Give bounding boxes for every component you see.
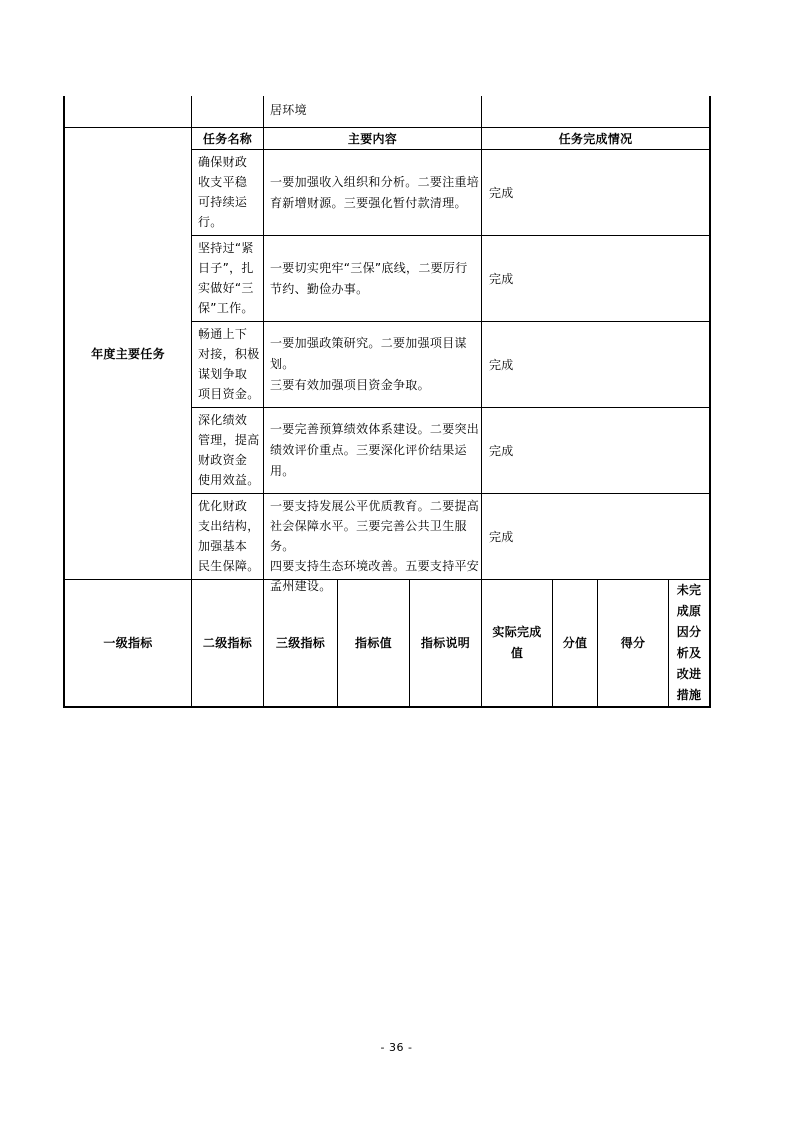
header-indicator-value: 指标值 <box>355 636 392 650</box>
header-level3-indicator: 三级指标 <box>275 636 326 650</box>
header-unfinished-reason: 未完 成原 因分 析及 改进 措施 <box>676 583 702 702</box>
header-score: 得分 <box>620 636 646 650</box>
task-content-cell: 一要切实兜牢“三保”底线，二要厉行 节约、勤俭办事。 <box>270 260 468 296</box>
header-task-name: 任务名称 <box>202 131 253 146</box>
task-content-cell: 一要加强收入组织和分析。二要注重培 育新增财源。三要强化暂付款清理。 <box>270 174 480 210</box>
header-level2-indicator: 二级指标 <box>202 636 253 650</box>
h-line-row4-bottom <box>191 493 711 494</box>
page-number: - 36 - <box>380 1041 413 1054</box>
content-continuation-text: 居环境 <box>270 103 307 117</box>
task-name-cell: 畅通上下 对接，积极 谋划争取 项目资金。 <box>198 327 260 401</box>
header-score-value: 分值 <box>562 636 588 650</box>
task-status-cell: 完成 <box>489 271 514 286</box>
header-level1-indicator: 一级指标 <box>103 636 153 650</box>
task-status-cell: 完成 <box>489 443 514 458</box>
header-actual-value: 实际完成 值 <box>492 625 542 660</box>
section-label-annual-tasks: 年度主要任务 <box>91 346 165 361</box>
task-name-cell: 确保财政 收支平稳 可持续运 行。 <box>198 155 248 229</box>
h-line-table-bottom <box>63 706 711 708</box>
task-status-cell: 完成 <box>489 529 514 544</box>
header-task-status: 任务完成情况 <box>558 131 633 146</box>
task-content-cell: 一要完善预算绩效体系建设。二要突出 绩效评价重点。三要深化评价结果运用。 <box>270 422 480 478</box>
header-indicator-explanation: 指标说明 <box>420 636 471 650</box>
task-content-cell: 一要加强政策研究。二要加强项目谋划。 三要有效加强项目资金争取。 <box>270 336 467 392</box>
task-status-cell: 完成 <box>489 185 514 200</box>
task-name-cell: 深化绩效 管理，提高 财政资金 使用效益。 <box>198 413 260 487</box>
task-content-cell: 一要支持发展公平优质教育。二要提高 社会保障水平。三要完善公共卫生服务。 四要支持生态环境改善。五要支持平安 孟州建设。 <box>270 499 480 593</box>
header-main-content: 主要内容 <box>347 131 398 146</box>
task-name-cell: 坚持过“紧 日子”，扎 实做好“三 保”工作。 <box>198 241 254 315</box>
v-line-right-border <box>709 96 711 708</box>
task-status-cell: 完成 <box>489 357 514 372</box>
task-name-cell: 优化财政 支出结构， 加强基本 民生保障。 <box>198 499 260 573</box>
